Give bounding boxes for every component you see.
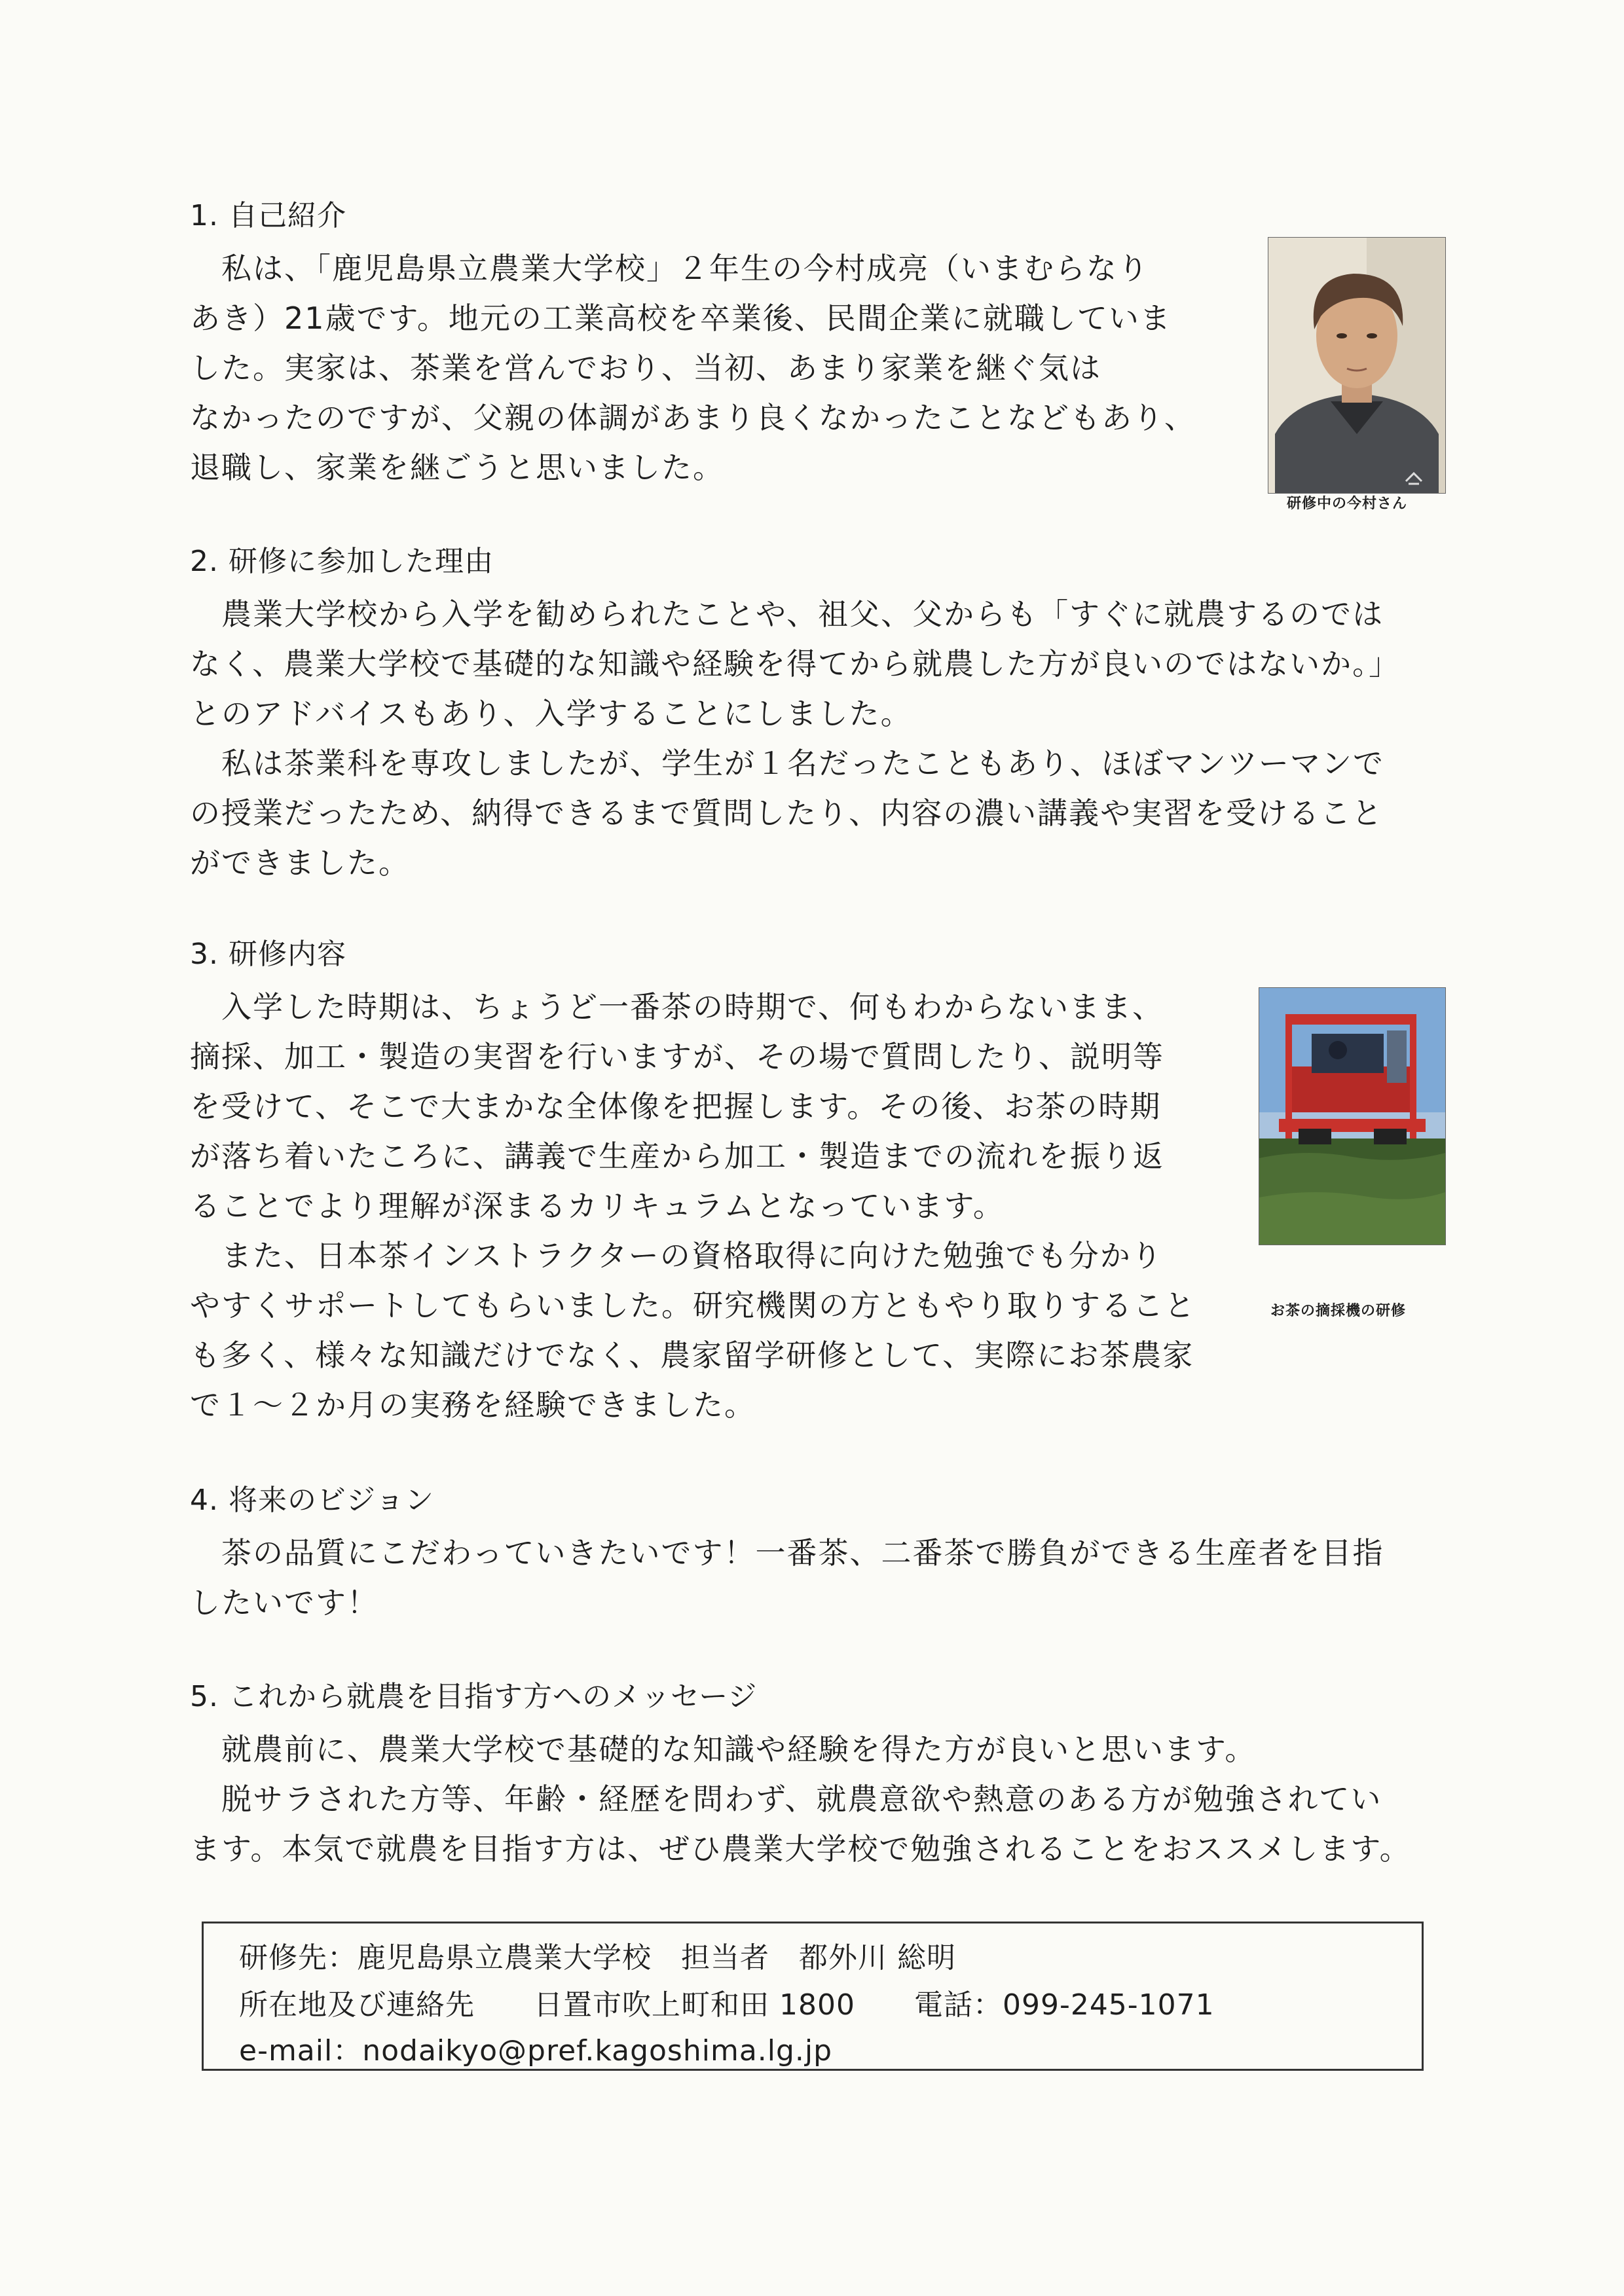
- body-line: 退職し、家業を継ごうと思いました。: [190, 450, 724, 485]
- body-line: が落ち着いたころに、講義で生産から加工・製造までの流れを振り返: [190, 1139, 1164, 1174]
- body-line: 入学した時期は、ちょうど一番茶の時期で、何もわからないまま、: [221, 989, 1164, 1025]
- portrait-photo: [1268, 237, 1446, 494]
- section-heading: 5. これから就農を目指す方へのメッセージ: [190, 1680, 758, 1713]
- eye-right: [1367, 333, 1377, 338]
- harvester-canopy: [1285, 1014, 1416, 1025]
- body-line: した。実家は、茶業を営んでおり、当初、あまり家業を継ぐ気は: [190, 350, 1101, 386]
- body-line: で１～２か月の実務を経験できました。: [190, 1387, 756, 1423]
- section-message: [190, 1677, 1411, 1874]
- body-line: ます。本気で就農を目指す方は、ぜひ農業大学校で勉強されることをおススメします。: [190, 1831, 1411, 1867]
- body-line: 摘採、加工・製造の実習を行いますが、その場で質問したり、説明等: [190, 1039, 1164, 1074]
- harvester-engine: [1312, 1034, 1384, 1073]
- tea-rows-front: [1259, 1192, 1445, 1245]
- section-body: [190, 1528, 1384, 1628]
- body-line: 私は、「鹿児島県立農業大学校」２年生の今村成亮（いまむらなり: [221, 251, 1149, 286]
- body-line: したいです！: [190, 1585, 378, 1620]
- body-line: また、日本茶インストラクターの資格取得に向けた勉強でも分かり: [221, 1238, 1163, 1273]
- portrait-caption: 研修中の今村さん: [1287, 496, 1408, 512]
- contact-info-box: [202, 1922, 1424, 2071]
- body-line: やすくサポートしてもらいました。研究機関の方ともやり取りすること: [190, 1288, 1196, 1323]
- section-body: [190, 589, 1400, 888]
- body-line: あき）21歳です。地元の工業高校を卒業後、民間企業に就職していま: [190, 301, 1172, 336]
- body-line: を受けて、そこで大まかな全体像を把握します。その後、お茶の時期: [190, 1089, 1162, 1124]
- harvester-track-right: [1374, 1129, 1407, 1144]
- section-heading: 4. 将来のビジョン: [190, 1484, 435, 1517]
- email-line: e-mail：nodaikyo@pref.kagoshima.lg.jp: [239, 2034, 833, 2068]
- section-reason-for-training: [190, 542, 1400, 888]
- eye-left: [1337, 333, 1347, 338]
- body-line: なかったのですが、父親の体調があまり良くなかったことなどもあり、: [190, 400, 1196, 435]
- body-line: なく、農業大学校で基礎的な知識や経験を得てから就農した方が良いのではないか。」: [190, 646, 1401, 682]
- section-body: [190, 982, 1196, 1430]
- body-line: 農業大学校から入学を勧められたことや、祖父、父からも「すぐに就農するのでは: [221, 596, 1384, 632]
- portrait-illustration: [1268, 238, 1445, 493]
- body-line: とのアドバイスもあり、入学することにしました。: [190, 696, 912, 731]
- harvester-track-left: [1299, 1129, 1331, 1144]
- harvester-operator: [1329, 1041, 1347, 1059]
- body-line: 就農前に、農業大学校で基礎的な知識や経験を得た方が良いと思います。: [221, 1732, 1257, 1767]
- section-training-content: [190, 935, 1196, 1430]
- section-body: [190, 244, 1196, 492]
- section-heading: 2. 研修に参加した理由: [190, 545, 494, 578]
- section-future-vision: [190, 1481, 1384, 1628]
- body-line: ることでより理解が深まるカリキュラムとなっています。: [190, 1188, 1005, 1224]
- harvester-photo: [1259, 987, 1446, 1245]
- harvester-tank: [1387, 1030, 1407, 1083]
- body-line: も多く、様々な知識だけでなく、農家留学研修として、実際にお茶農家: [190, 1338, 1194, 1373]
- body-line: 私は茶業科を専攻しましたが、学生が１名だったこともあり、ほぼマンツーマンで: [221, 746, 1384, 781]
- section-body: [190, 1724, 1411, 1874]
- section-heading: 1. 自己紹介: [190, 199, 346, 232]
- harvester-caption: お茶の摘採機の研修: [1270, 1303, 1407, 1319]
- section-heading: 3. 研修内容: [190, 938, 346, 971]
- section-self-introduction: [190, 196, 1196, 492]
- harvester-illustration: [1259, 988, 1445, 1245]
- body-line: 脱サラされた方等、年齢・経歴を問わず、就農意欲や熱意のある方が勉強されてい: [221, 1781, 1382, 1817]
- body-line: 茶の品質にこだわっていきたいです！一番茶、二番茶で勝負ができる生産者を目指: [221, 1535, 1384, 1571]
- training-location-line: 研修先：鹿児島県立農業大学校 担当者 都外川 総明: [239, 1941, 956, 1975]
- body-line: の授業だったため、納得できるまで質問したり、内容の濃い講義や実習を受けること: [190, 795, 1384, 831]
- body-line: ができました。: [190, 845, 410, 881]
- address-phone-line: 所在地及び連絡先 日置市吹上町和田 1800 電話：099-245-1071: [239, 1988, 1215, 2022]
